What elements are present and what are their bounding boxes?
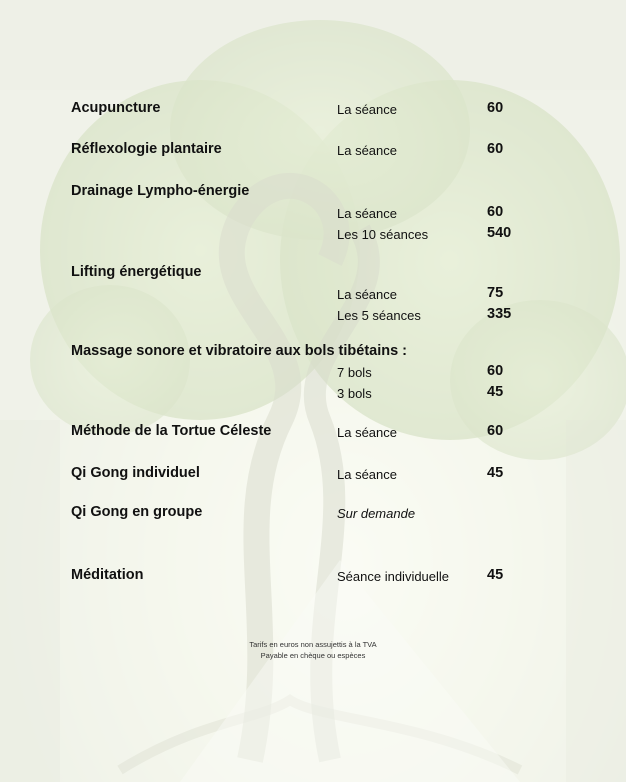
service-price: 45 xyxy=(487,465,504,481)
service-name: Drainage Lympho-énergie xyxy=(71,183,250,199)
service-unit: Séance individuelle xyxy=(337,569,450,584)
service-name: Méditation xyxy=(71,567,144,583)
service-unit: La séance xyxy=(337,143,397,158)
footer-payment-note: Payable en chèque ou espèces xyxy=(260,651,366,660)
service-unit: La séance xyxy=(337,287,397,302)
service-price: 45 xyxy=(487,567,504,583)
service-price: 60 xyxy=(487,204,504,220)
footer-vat-note: Tarifs en euros non assujettis à la TVA xyxy=(249,640,377,649)
service-price: 60 xyxy=(487,423,504,439)
service-name: Qi Gong en groupe xyxy=(71,504,203,520)
service-unit: La séance xyxy=(337,425,397,440)
service-name: Lifting énergétique xyxy=(71,264,202,280)
service-unit: La séance xyxy=(337,206,397,221)
service-name: Acupuncture xyxy=(71,100,161,116)
service-unit: La séance xyxy=(337,102,397,117)
service-unit: Les 10 séances xyxy=(337,227,429,242)
service-price: 45 xyxy=(487,384,504,400)
service-price: 60 xyxy=(487,100,504,116)
service-price: 60 xyxy=(487,141,504,157)
service-unit: Sur demande xyxy=(337,506,416,521)
service-price: 75 xyxy=(487,285,504,301)
service-unit: La séance xyxy=(337,467,397,482)
service-name: Réflexologie plantaire xyxy=(71,141,222,157)
service-unit: 7 bols xyxy=(337,365,372,380)
service-name: Massage sonore et vibratoire aux bols tibétains : xyxy=(71,343,408,359)
service-name: Méthode de la Tortue Céleste xyxy=(71,423,272,439)
service-unit: 3 bols xyxy=(337,386,372,401)
service-price: 540 xyxy=(487,225,512,241)
service-price: 60 xyxy=(487,363,504,379)
service-unit: Les 5 séances xyxy=(337,308,421,323)
service-price: 335 xyxy=(487,306,512,322)
service-name: Qi Gong individuel xyxy=(71,465,200,481)
